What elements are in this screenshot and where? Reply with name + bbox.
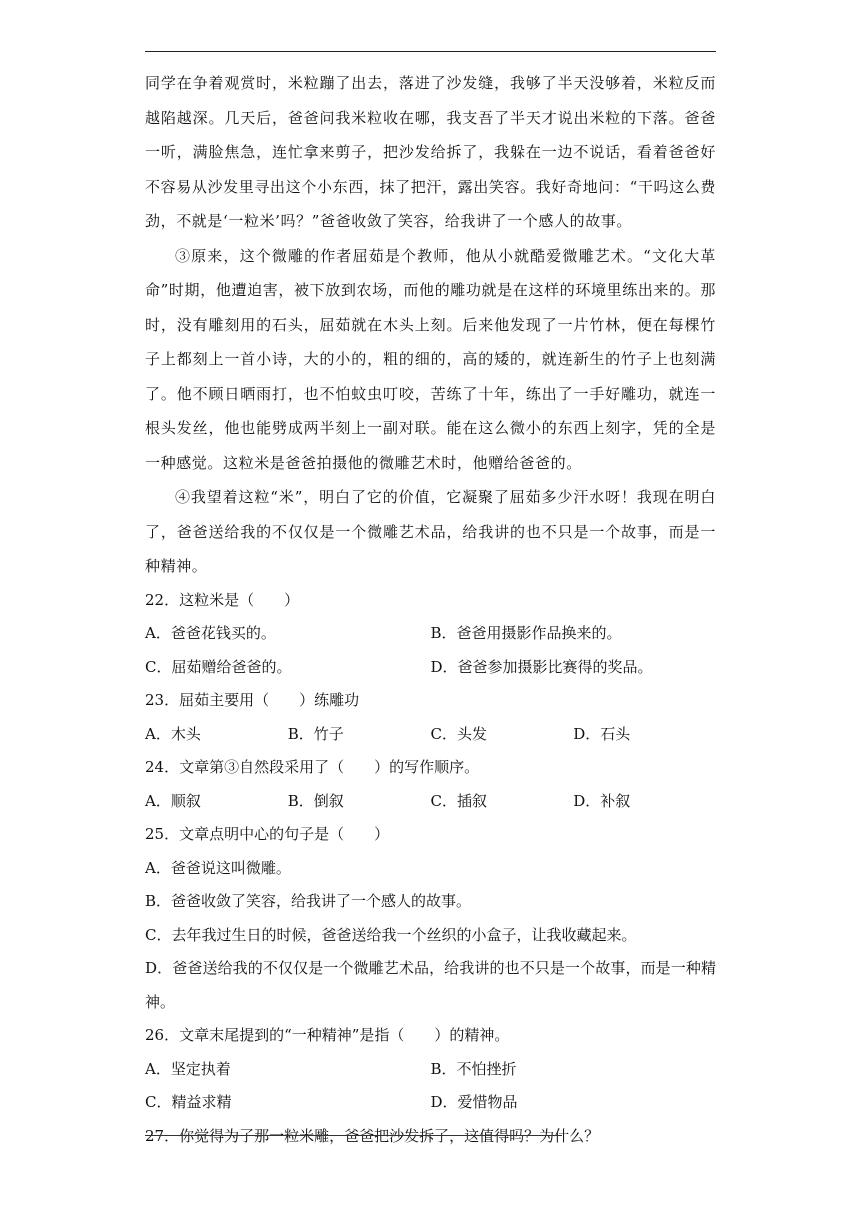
- option-b[interactable]: B．倒叙: [287, 791, 344, 810]
- document-body: [145, 66, 716, 1153]
- option-b[interactable]: B．竹子: [287, 724, 344, 743]
- question-stem: 27．你觉得为了那一粒米雕，爸爸把沙发拆了，这值得吗？为什么？: [145, 1126, 600, 1145]
- option-d[interactable]: D．爱惜物品: [430, 1093, 518, 1111]
- question-stem: 25．文章点明中心的句子是（ ）: [145, 825, 390, 843]
- question-22: [145, 584, 716, 685]
- option-b[interactable]: B．不怕挫折: [430, 1059, 517, 1078]
- option-c[interactable]: C．精益求精: [145, 1093, 232, 1111]
- option-a[interactable]: A．坚定执着: [145, 1059, 231, 1078]
- option-b[interactable]: B．爸爸用摄影作品换来的。: [430, 624, 622, 642]
- passage-paragraph-3: ③原来，这个微雕的作者屈茹是个教师，他从小就酷爱微雕艺术。“文化大革命”时期，他遭迫害，被下放到农场，而他的雕功就是在这样的环境里练出来的。那时，没有雕刻用的石头，屈茹就在木头上刻。后来他发现了一片竹林，便在每棵竹子上都刻上一首小诗，大的小的，粗的细的，高的矮的，就连新生的竹子上也刻满了。他不顾日晒雨打，也不怕蚊虫叮咬，苦练了十年，练出了一手好雕功，就连一根头发丝，他也能劈成两半刻上一副对联。能在这么微小的东西上刻字，凭的全是一种感觉。这粒米是爸爸拍摄他的微雕艺术时，他赠给爸爸的。: [145, 246, 716, 472]
- option-c[interactable]: C．插叙: [430, 791, 487, 810]
- option-d[interactable]: D．爸爸送给我的不仅仅是一个微雕艺术品，给我讲的也不只是一个故事，而是一种精神。: [145, 959, 716, 1011]
- option-d[interactable]: D．石头: [573, 724, 631, 743]
- option-a[interactable]: A．爸爸说这叫微雕。: [145, 858, 291, 877]
- option-c[interactable]: C．头发: [430, 724, 487, 743]
- option-list: [145, 718, 716, 752]
- question-23: [145, 684, 716, 751]
- question-stem: 24．文章第③自然段采用了（ ）的写作顺序。: [145, 758, 480, 776]
- question-27: [145, 1120, 716, 1154]
- question-stem: 22．这粒米是（ ）: [145, 590, 300, 609]
- question-stem: 23．屈茹主要用（ ）练雕功: [145, 691, 360, 709]
- option-c[interactable]: C．去年我过生日的时候，爸爸送给我一个丝织的小盒子，让我收藏起来。: [145, 925, 637, 944]
- option-d[interactable]: D．补叙: [573, 791, 631, 810]
- option-a[interactable]: A．木头: [145, 724, 201, 743]
- option-d[interactable]: D．爸爸参加摄影比赛得的奖品。: [430, 657, 653, 676]
- option-b[interactable]: B．爸爸收敛了笑容，给我讲了一个感人的故事。: [145, 892, 472, 910]
- question-24: [145, 751, 716, 818]
- header-rule: [145, 51, 716, 52]
- answer-line[interactable]: [145, 1135, 562, 1136]
- passage-paragraph-4: ④我望着这粒“米”，明白了它的价值，它凝聚了屈茹多少汗水呀！我现在明白了，爸爸送给我的不仅仅是一个微雕艺术品，给我讲的也不只是一个故事，而是一种精神。: [145, 488, 716, 575]
- option-list: [145, 1053, 716, 1120]
- question-26: [145, 1019, 716, 1120]
- option-c[interactable]: C．屈茹赠给爸爸的。: [145, 657, 292, 676]
- option-list: [145, 617, 716, 684]
- option-list: [145, 785, 716, 819]
- option-list: [145, 852, 716, 1020]
- option-a[interactable]: A．爸爸花钱买的。: [145, 624, 276, 642]
- question-25: [145, 818, 716, 1019]
- passage-paragraph-2: 同学在争着观赏时，米粒蹦了出去，落进了沙发缝，我够了半天没够着，米粒反而越陷越深。几天后，爸爸问我米粒收在哪，我支吾了半天才说出米粒的下落。爸爸一听，满脸焦急，连忙拿来剪子，把沙发给拆了，我躲在一边不说话，看着爸爸好不容易从沙发里寻出这个小东西，抹了把汗，露出笑容。我好奇地问：“干吗这么费劲，不就是‘一粒米’吗？”爸爸收敛了笑容，给我讲了一个感人的故事。: [145, 74, 716, 230]
- option-a[interactable]: A．顺叙: [145, 791, 201, 810]
- question-stem: 26．文章末尾提到的“一种精神”是指（ ）的精神。: [145, 1026, 510, 1044]
